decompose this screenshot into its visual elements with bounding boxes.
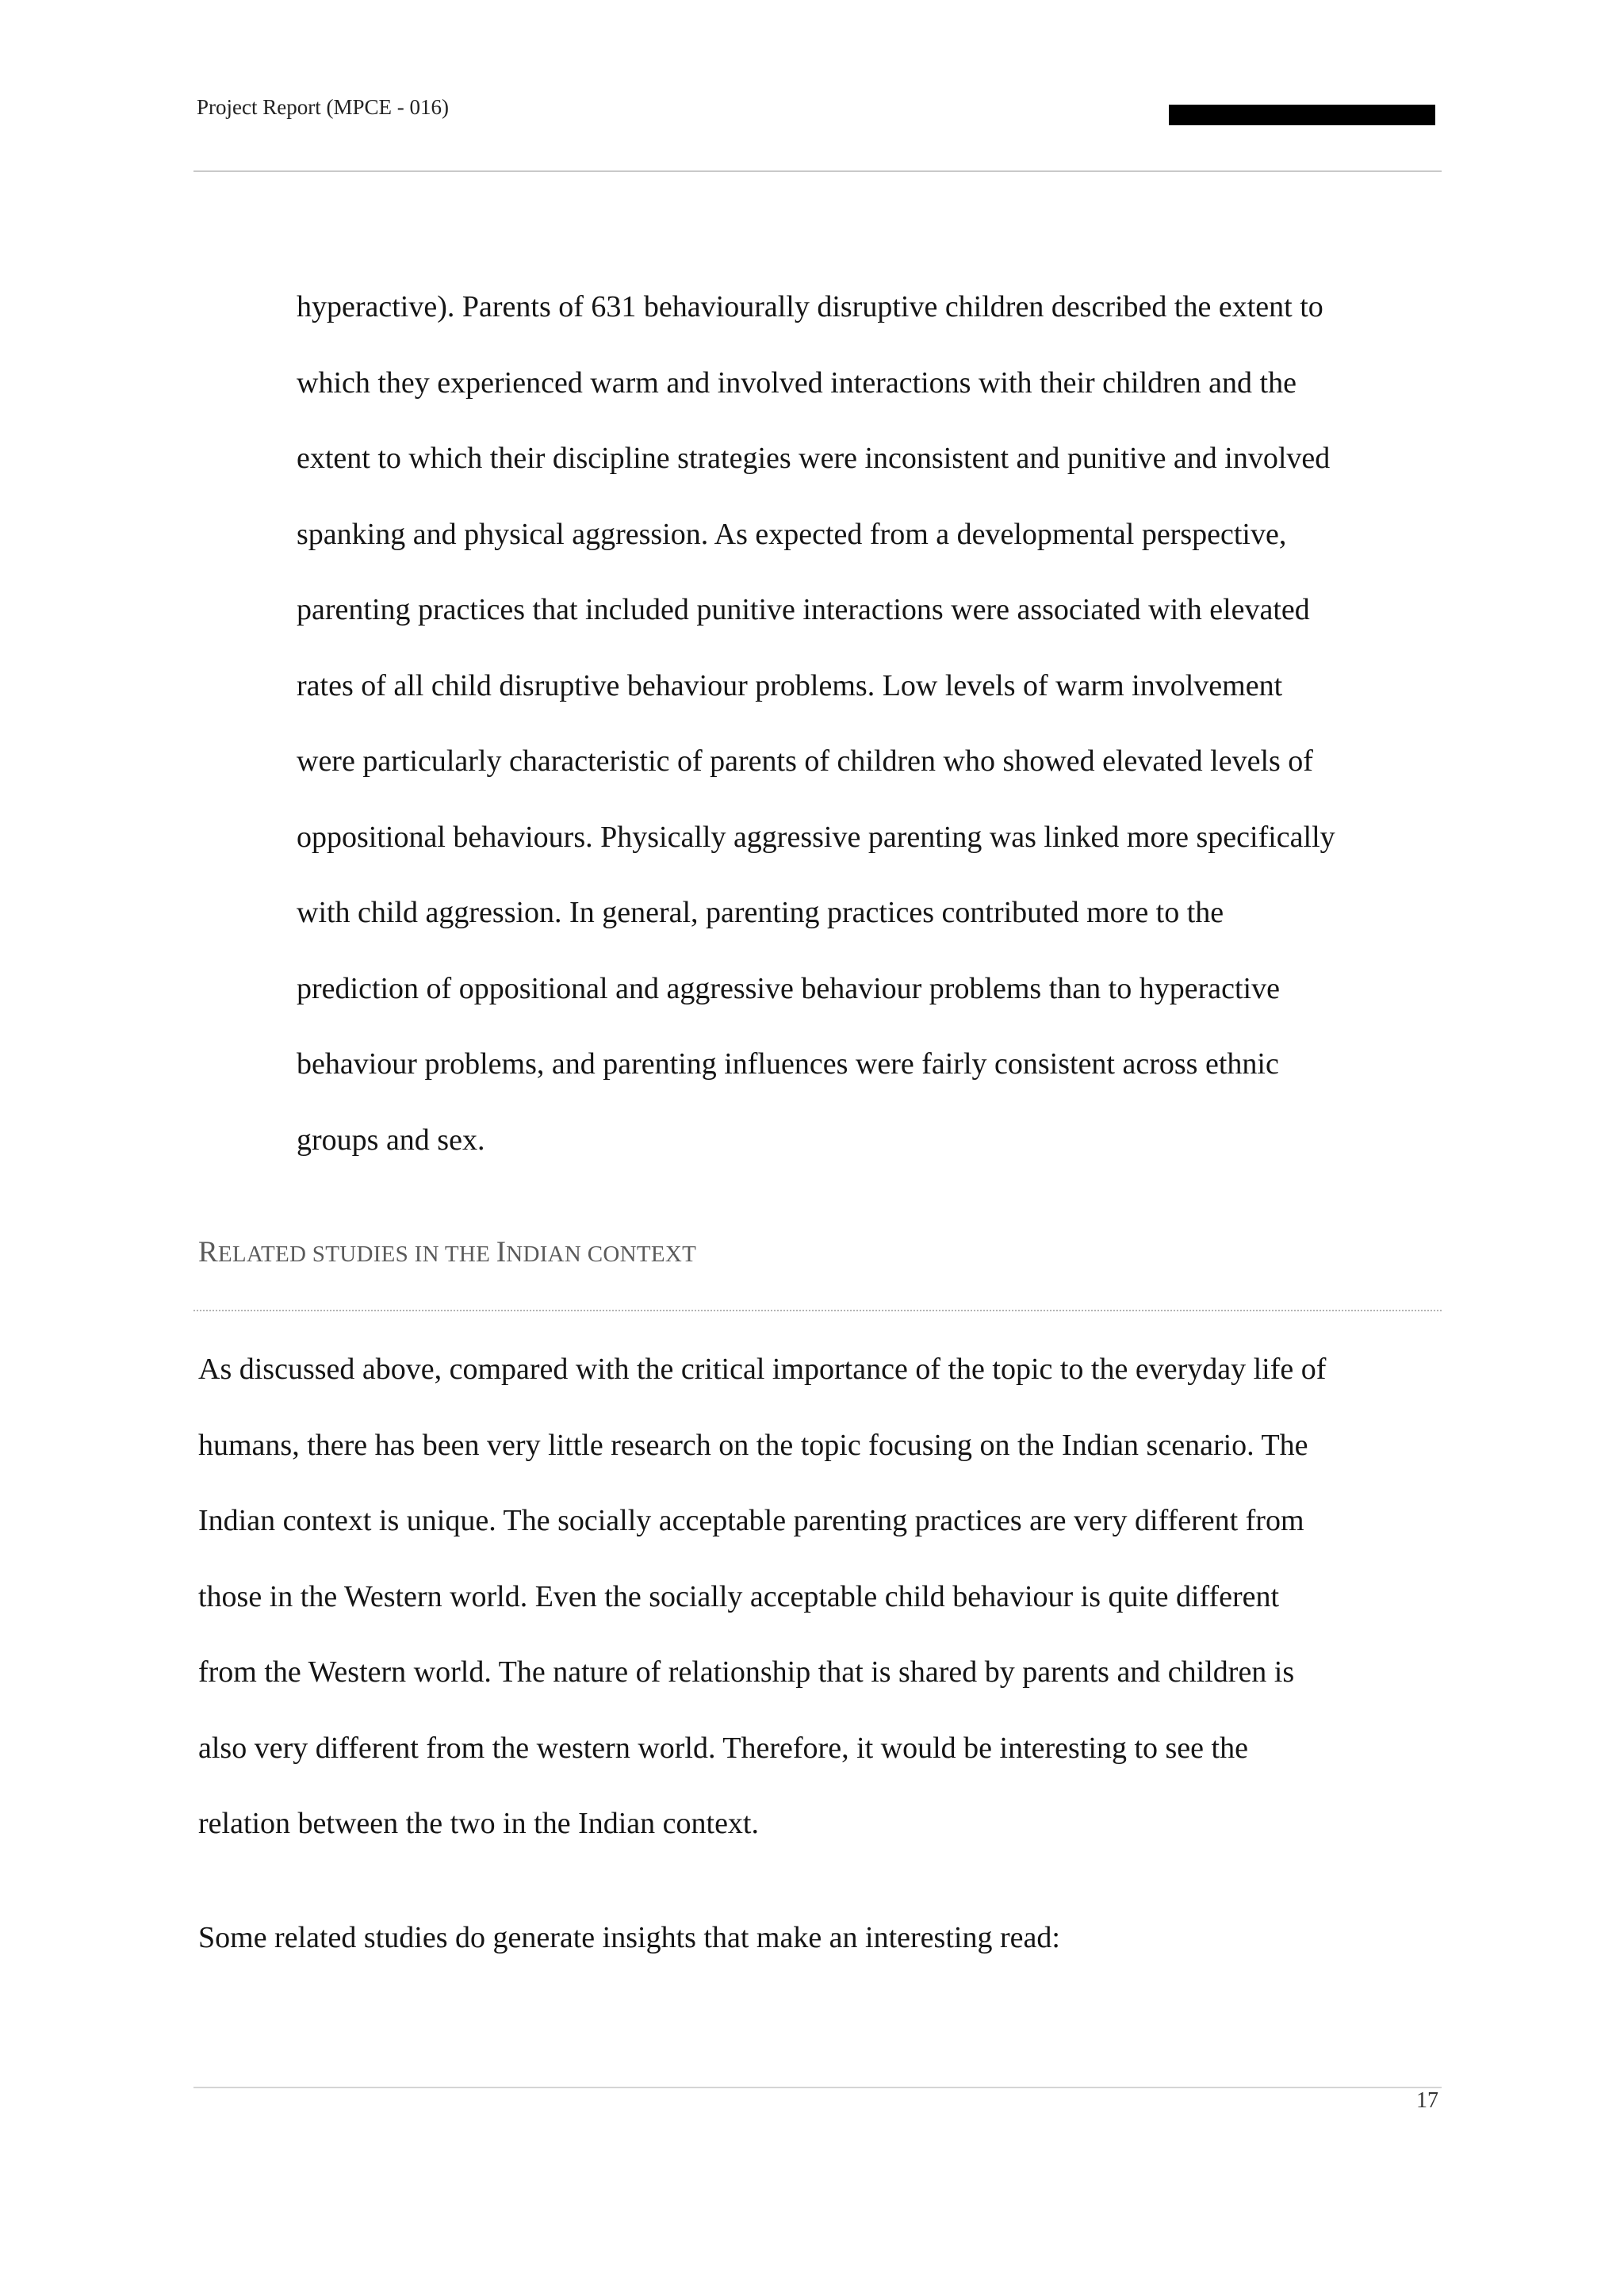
- heading-initial: R: [198, 1236, 218, 1269]
- paragraph-line: Some related studies do generate insights that make an interesting read:: [198, 1921, 1060, 1954]
- paragraph-line: those in the Western world. Even the socially acceptable child behaviour is quite different: [198, 1579, 1280, 1613]
- section-paragraph: [198, 1332, 1326, 1862]
- paragraph-line: oppositional behaviours. Physically aggressive parenting was linked more specifically: [297, 820, 1335, 854]
- heading-part: ELATED STUDIES IN THE: [217, 1242, 496, 1267]
- paragraph-line: humans, there has been very little research on the topic focusing on the Indian scenario. The: [198, 1428, 1308, 1462]
- paragraph-line: prediction of oppositional and aggressive behaviour problems than to hyperactive: [297, 971, 1280, 1005]
- header-divider: [193, 170, 1442, 172]
- paragraph-line: extent to which their discipline strategies were inconsistent and punitive and involved: [297, 442, 1331, 475]
- paragraph-line: Indian context is unique. The socially acceptable parenting practices are very different from: [198, 1504, 1304, 1537]
- paragraph-line: behaviour problems, and parenting influences were fairly consistent across ethnic: [297, 1047, 1279, 1081]
- heading-part: NDIAN CONTEXT: [506, 1242, 697, 1267]
- paragraph-line: parenting practices that included punitive interactions were associated with elevated: [297, 593, 1310, 626]
- page-header: [197, 94, 1440, 125]
- paragraph-line: with child aggression. In general, parenting practices contributed more to the: [297, 896, 1224, 929]
- paragraph-line: groups and sex.: [297, 1123, 485, 1157]
- paragraph-line: As discussed above, compared with the critical importance of the topic to the everyday life of: [198, 1353, 1327, 1386]
- paragraph-line: hyperactive). Parents of 631 behaviourally disruptive children described the extent to: [297, 290, 1323, 323]
- section-divider: [193, 1310, 1442, 1311]
- paragraph-line: also very different from the western world. Therefore, it would be interesting to see the: [198, 1731, 1248, 1765]
- section-heading: [198, 1235, 696, 1269]
- paragraph-line: rates of all child disruptive behaviour problems. Low levels of warm involvement: [297, 668, 1283, 702]
- intro-paragraph: [297, 270, 1335, 1178]
- page-number: 17: [1416, 2088, 1438, 2113]
- footer-divider: [193, 2087, 1442, 2088]
- heading-initial: I: [496, 1236, 507, 1269]
- paragraph-line: were particularly characteristic of parents of children who showed elevated levels of: [297, 744, 1313, 778]
- paragraph-line: which they experienced warm and involved interactions with their children and the: [297, 365, 1297, 400]
- closing-paragraph: [198, 1900, 1060, 1976]
- paragraph-line: from the Western world. The nature of relationship that is shared by parents and children is: [198, 1655, 1295, 1689]
- paragraph-line: spanking and physical aggression. As expected from a developmental perspective,: [297, 517, 1287, 551]
- redaction-bar: [1169, 105, 1435, 125]
- report-title: Project Report (MPCE - 016): [197, 95, 449, 119]
- paragraph-line: relation between the two in the Indian context.: [198, 1807, 759, 1840]
